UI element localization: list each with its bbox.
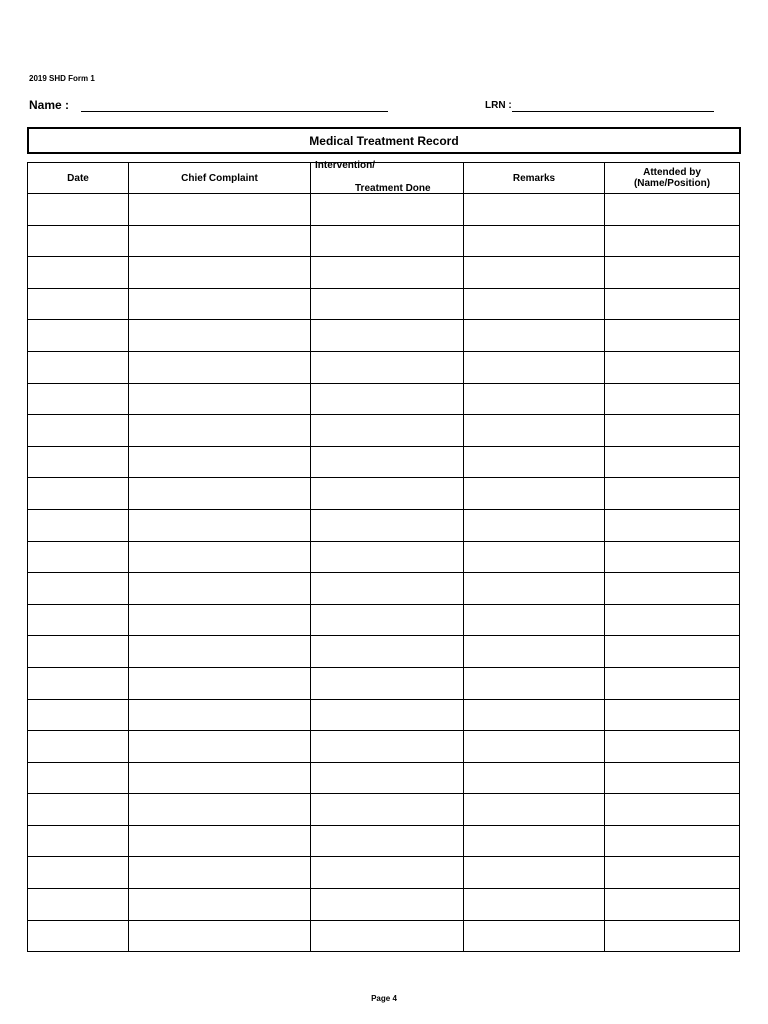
header-attended-by [605, 163, 740, 194]
remarks-cell[interactable] [464, 667, 605, 699]
intervention-cell[interactable] [311, 541, 464, 573]
attended-by-cell[interactable] [605, 667, 740, 699]
date-cell[interactable] [28, 351, 129, 383]
date-cell[interactable] [28, 857, 129, 889]
intervention-cell[interactable] [311, 699, 464, 731]
chief-complaint-cell[interactable] [129, 415, 311, 447]
header-chief-complaint: Chief Complaint [129, 163, 311, 194]
date-cell[interactable] [28, 320, 129, 352]
remarks-cell[interactable] [464, 225, 605, 257]
remarks-cell[interactable] [464, 446, 605, 478]
date-cell[interactable] [28, 257, 129, 289]
attended-by-cell[interactable] [605, 825, 740, 857]
attended-by-cell[interactable] [605, 604, 740, 636]
remarks-cell[interactable] [464, 699, 605, 731]
chief-complaint-cell[interactable] [129, 320, 311, 352]
attended-by-cell[interactable] [605, 194, 740, 226]
lrn-label: LRN : [485, 100, 512, 111]
chief-complaint-cell[interactable] [129, 636, 311, 668]
header-remarks: Remarks [464, 163, 605, 194]
attended-by-cell[interactable] [605, 351, 740, 383]
attended-by-cell[interactable] [605, 478, 740, 510]
attended-by-cell[interactable] [605, 794, 740, 826]
chief-complaint-cell[interactable] [129, 194, 311, 226]
intervention-cell[interactable] [311, 446, 464, 478]
table-body [28, 194, 740, 952]
date-cell[interactable] [28, 225, 129, 257]
attended-by-cell[interactable] [605, 509, 740, 541]
date-cell[interactable] [28, 541, 129, 573]
table-row [28, 573, 740, 605]
table-header-row [28, 163, 740, 194]
date-cell[interactable] [28, 825, 129, 857]
table-row [28, 731, 740, 763]
attended-by-cell[interactable] [605, 762, 740, 794]
date-cell[interactable] [28, 383, 129, 415]
chief-complaint-cell[interactable] [129, 857, 311, 889]
intervention-cell[interactable] [311, 415, 464, 447]
attended-by-cell[interactable] [605, 383, 740, 415]
date-cell[interactable] [28, 194, 129, 226]
table-row [28, 320, 740, 352]
remarks-cell[interactable] [464, 889, 605, 921]
remarks-cell[interactable] [464, 636, 605, 668]
header-intervention [311, 160, 464, 194]
remarks-cell[interactable] [464, 415, 605, 447]
chief-complaint-cell[interactable] [129, 257, 311, 289]
table-row [28, 415, 740, 447]
remarks-cell[interactable] [464, 762, 605, 794]
header-attended-line2: (Name/Position) [633, 178, 711, 189]
table-row [28, 604, 740, 636]
chief-complaint-cell[interactable] [129, 825, 311, 857]
date-cell[interactable] [28, 573, 129, 605]
attended-by-cell[interactable] [605, 699, 740, 731]
chief-complaint-cell[interactable] [129, 509, 311, 541]
remarks-cell[interactable] [464, 731, 605, 763]
table-row [28, 446, 740, 478]
intervention-cell[interactable] [311, 509, 464, 541]
remarks-cell[interactable] [464, 288, 605, 320]
intervention-cell[interactable] [311, 288, 464, 320]
table-row [28, 383, 740, 415]
header-date: Date [28, 163, 129, 194]
table-row [28, 825, 740, 857]
remarks-cell[interactable] [464, 509, 605, 541]
attended-by-cell[interactable] [605, 731, 740, 763]
record-title-text: Medical Treatment Record [309, 133, 459, 148]
date-cell[interactable] [28, 636, 129, 668]
header-intervention-line1: Intervention/ [315, 160, 376, 171]
table-row [28, 194, 740, 226]
attended-by-cell[interactable] [605, 636, 740, 668]
table-row [28, 257, 740, 289]
date-cell[interactable] [28, 794, 129, 826]
chief-complaint-cell[interactable] [129, 699, 311, 731]
intervention-cell[interactable] [311, 794, 464, 826]
intervention-cell[interactable] [311, 383, 464, 415]
chief-complaint-cell[interactable] [129, 478, 311, 510]
remarks-cell[interactable] [464, 320, 605, 352]
attended-by-cell[interactable] [605, 920, 740, 952]
remarks-cell[interactable] [464, 541, 605, 573]
date-cell[interactable] [28, 604, 129, 636]
remarks-cell[interactable] [464, 194, 605, 226]
table-row [28, 636, 740, 668]
date-cell[interactable] [28, 288, 129, 320]
remarks-cell[interactable] [464, 825, 605, 857]
intervention-cell[interactable] [311, 573, 464, 605]
table-row [28, 288, 740, 320]
attended-by-cell[interactable] [605, 446, 740, 478]
chief-complaint-cell[interactable] [129, 446, 311, 478]
remarks-cell[interactable] [464, 857, 605, 889]
intervention-cell[interactable] [311, 636, 464, 668]
remarks-cell[interactable] [464, 573, 605, 605]
table-row [28, 699, 740, 731]
chief-complaint-cell[interactable] [129, 731, 311, 763]
remarks-cell[interactable] [464, 257, 605, 289]
attended-by-cell[interactable] [605, 573, 740, 605]
table-row [28, 351, 740, 383]
chief-complaint-cell[interactable] [129, 573, 311, 605]
attended-by-cell[interactable] [605, 288, 740, 320]
remarks-cell[interactable] [464, 794, 605, 826]
date-cell[interactable] [28, 920, 129, 952]
chief-complaint-cell[interactable] [129, 920, 311, 952]
table-row [28, 889, 740, 921]
date-cell[interactable] [28, 667, 129, 699]
intervention-cell[interactable] [311, 920, 464, 952]
chief-complaint-cell[interactable] [129, 351, 311, 383]
intervention-cell[interactable] [311, 257, 464, 289]
intervention-cell[interactable] [311, 762, 464, 794]
chief-complaint-cell[interactable] [129, 889, 311, 921]
table-row [28, 541, 740, 573]
table-row [28, 478, 740, 510]
table-row [28, 509, 740, 541]
chief-complaint-cell[interactable] [129, 225, 311, 257]
attended-by-cell[interactable] [605, 889, 740, 921]
intervention-cell[interactable] [311, 604, 464, 636]
intervention-cell[interactable] [311, 225, 464, 257]
chief-complaint-cell[interactable] [129, 288, 311, 320]
chief-complaint-cell[interactable] [129, 794, 311, 826]
intervention-cell[interactable] [311, 478, 464, 510]
header-intervention-line2: Treatment Done [355, 183, 431, 194]
intervention-cell[interactable] [311, 825, 464, 857]
date-cell[interactable] [28, 415, 129, 447]
chief-complaint-cell[interactable] [129, 541, 311, 573]
remarks-cell[interactable] [464, 383, 605, 415]
attended-by-cell[interactable] [605, 257, 740, 289]
attended-by-cell[interactable] [605, 857, 740, 889]
header-attended-line1: Attended by [643, 167, 701, 178]
table-row [28, 667, 740, 699]
intervention-cell[interactable] [311, 667, 464, 699]
intervention-cell[interactable] [311, 731, 464, 763]
intervention-cell[interactable] [311, 889, 464, 921]
table-row [28, 762, 740, 794]
attended-by-cell[interactable] [605, 225, 740, 257]
table-row [28, 794, 740, 826]
chief-complaint-cell[interactable] [129, 667, 311, 699]
date-cell[interactable] [28, 446, 129, 478]
remarks-cell[interactable] [464, 604, 605, 636]
lrn-field[interactable] [512, 111, 714, 112]
record-title [27, 127, 741, 154]
remarks-cell[interactable] [464, 920, 605, 952]
form-code: 2019 SHD Form 1 [29, 74, 95, 83]
attended-by-cell[interactable] [605, 541, 740, 573]
date-cell[interactable] [28, 509, 129, 541]
treatment-table [27, 162, 740, 952]
name-label: Name : [29, 98, 70, 112]
remarks-cell[interactable] [464, 478, 605, 510]
date-cell[interactable] [28, 699, 129, 731]
date-cell[interactable] [28, 478, 129, 510]
intervention-cell[interactable] [311, 857, 464, 889]
date-cell[interactable] [28, 762, 129, 794]
attended-by-cell[interactable] [605, 320, 740, 352]
table-row [28, 920, 740, 952]
date-cell[interactable] [28, 731, 129, 763]
attended-by-cell[interactable] [605, 415, 740, 447]
chief-complaint-cell[interactable] [129, 604, 311, 636]
chief-complaint-cell[interactable] [129, 762, 311, 794]
table-row [28, 857, 740, 889]
table-row [28, 225, 740, 257]
remarks-cell[interactable] [464, 351, 605, 383]
intervention-cell[interactable] [311, 320, 464, 352]
date-cell[interactable] [28, 889, 129, 921]
page-number: Page 4 [371, 994, 397, 1003]
name-field[interactable] [81, 111, 388, 112]
intervention-cell[interactable] [311, 194, 464, 226]
intervention-cell[interactable] [311, 351, 464, 383]
chief-complaint-cell[interactable] [129, 383, 311, 415]
